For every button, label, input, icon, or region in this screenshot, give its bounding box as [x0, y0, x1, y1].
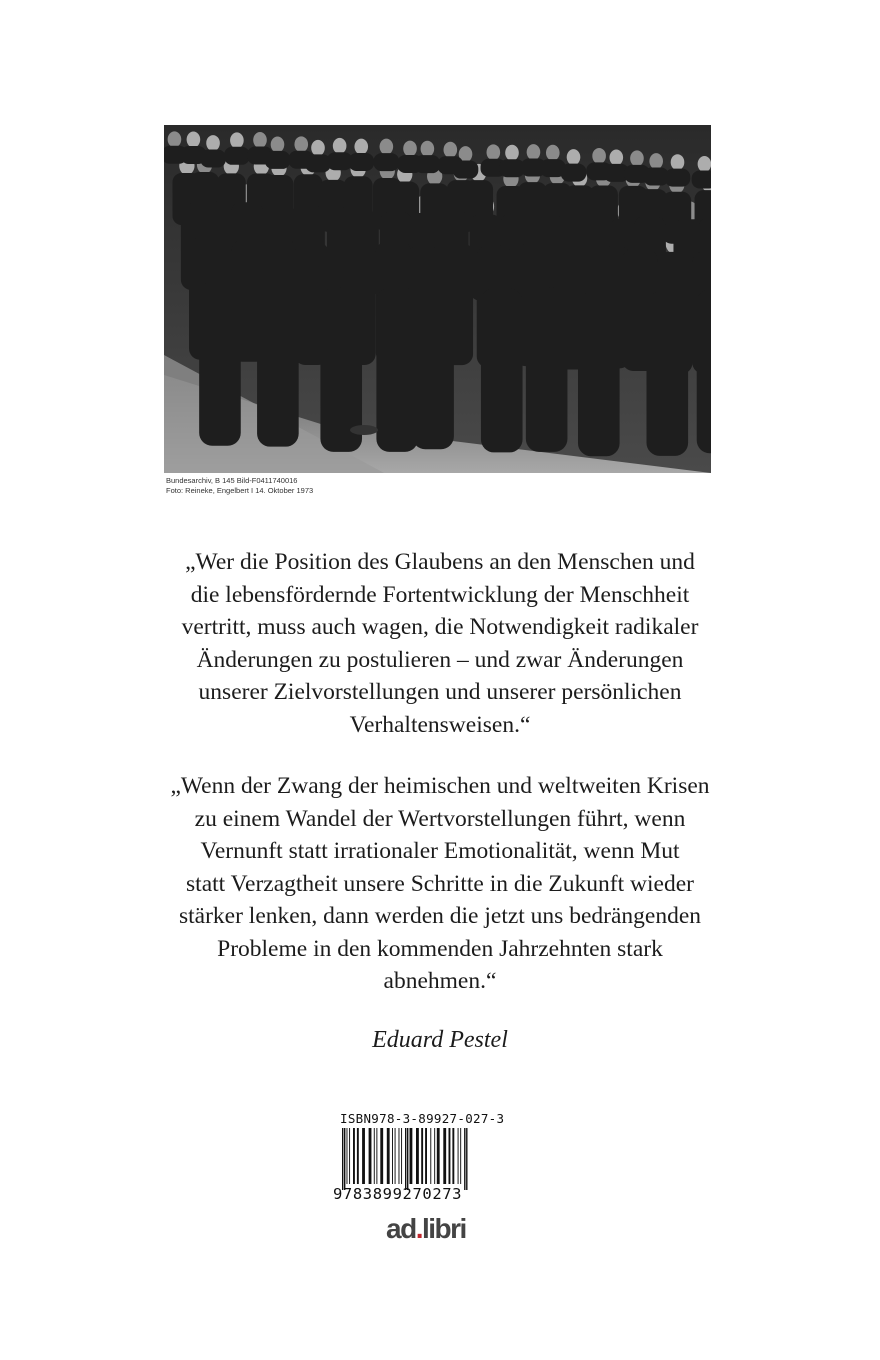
audience-member-head: [609, 150, 623, 166]
barcode-bar: [437, 1128, 440, 1184]
isbn-label: ISBN978-3-89927-027-3: [340, 1111, 505, 1126]
audience-member-body: [200, 149, 226, 167]
barcode-bar: [410, 1128, 413, 1184]
audience-member-head: [187, 132, 201, 148]
barcode-bar: [434, 1128, 435, 1184]
publisher-logo: [386, 1214, 496, 1244]
audience-member-body: [374, 153, 400, 171]
audience-member-body: [526, 288, 568, 452]
publisher-logo-part2: libri: [421, 1213, 466, 1244]
audience-member-body: [265, 151, 291, 169]
audience-member-head: [380, 139, 394, 155]
audience-member-head: [333, 138, 347, 154]
barcode-bar: [380, 1128, 383, 1184]
audience-member-head: [698, 156, 711, 172]
barcode-bar: [374, 1128, 375, 1184]
audience-member-body: [348, 153, 374, 171]
audience-member-body: [415, 155, 441, 173]
audience-member-head: [546, 145, 560, 161]
audience-member-body: [224, 147, 250, 165]
barcode-digits: 9783899270273: [333, 1185, 463, 1203]
audience-photo-illustration: [164, 125, 711, 473]
quote-line: die lebensfördernde Fortentwicklung der Menschheit: [190, 581, 690, 608]
audience-member-body: [578, 292, 620, 456]
barcode-guard-bar: [405, 1128, 406, 1190]
audience-member-head: [527, 144, 541, 160]
audience-member-head: [206, 135, 220, 151]
barcode-guard-bar: [342, 1128, 343, 1190]
barcode-bar: [369, 1128, 372, 1184]
barcode-bar: [387, 1128, 390, 1184]
barcode-guard-bar: [464, 1128, 465, 1190]
audience-member-body: [665, 169, 691, 187]
barcode-bar: [452, 1128, 454, 1184]
quote-2: [140, 770, 740, 998]
quote-line: Probleme in den kommenden Jahrzehnten stark: [217, 935, 663, 962]
audience-member-body: [453, 161, 479, 179]
barcode-bar: [416, 1128, 419, 1184]
audience-member-body: [692, 170, 711, 188]
audience-member-body: [697, 289, 711, 453]
barcode-bar: [399, 1128, 400, 1184]
barcode-bar: [357, 1128, 359, 1184]
barcode-bar: [362, 1128, 365, 1184]
barcode-bar: [347, 1128, 348, 1184]
quote-line: Änderungen zu postulieren – und zwar Änderungen: [196, 646, 684, 673]
quote-line: stärker lenken, dann werden die jetzt uns bedrängenden: [178, 903, 701, 929]
audience-member-head: [253, 132, 267, 148]
quote-line: abnehmen.“: [383, 968, 497, 994]
audience-member-head: [421, 141, 435, 157]
audience-member-body: [376, 288, 418, 452]
audience-member-head: [671, 154, 685, 170]
photo-credit: [166, 476, 566, 496]
quote-author: Eduard Pestel: [372, 1027, 508, 1053]
audience-member-body: [257, 283, 299, 447]
barcode-bar: [425, 1128, 427, 1184]
audience-member-head: [592, 148, 606, 164]
barcode-bar: [430, 1128, 431, 1184]
quote-line: „Wenn der Zwang der heimischen und weltweiten Krisen: [170, 773, 710, 799]
audience-member-head: [403, 141, 417, 157]
quote-line: statt Verzagtheit unsere Schritte in die Zukunft wieder: [186, 870, 694, 897]
audience-member-head: [444, 142, 458, 158]
barcode-bar: [376, 1128, 377, 1184]
photo-credit-photographer: Foto: Reineke, Engelbert I 14. Oktober 1973: [166, 486, 314, 495]
audience-member-head: [505, 145, 519, 161]
audience-member-body: [561, 164, 587, 182]
barcode-bar: [395, 1128, 396, 1184]
barcode-bar: [353, 1128, 355, 1184]
audience-member-body: [412, 285, 454, 449]
audience-member-head: [649, 153, 663, 169]
barcode-bar: [392, 1128, 393, 1184]
quote-1: [140, 546, 740, 741]
quote-line: zu einem Wandel der Wertvorstellungen führt, wenn: [194, 805, 686, 832]
quote-line: Verhaltensweisen.“: [349, 711, 531, 738]
barcode-bar: [449, 1128, 451, 1184]
photo-credit-archive: Bundesarchiv, B 145 Bild-F0411740016: [166, 476, 298, 485]
audience-member-head: [311, 140, 325, 156]
audience-member-body: [646, 292, 688, 456]
audience-member-head: [487, 144, 501, 160]
barcode-bar: [349, 1128, 350, 1184]
audience-member-head: [230, 132, 244, 148]
barcode-bar: [443, 1128, 446, 1184]
barcode-bar: [401, 1128, 402, 1184]
audience-member-head: [354, 139, 368, 155]
barcode-bar: [458, 1128, 459, 1184]
barcode-guard-bar: [466, 1128, 467, 1190]
quote-line: vertritt, muss auch wagen, die Notwendigkeit radikaler: [181, 614, 699, 640]
barcode-guard-bar: [344, 1128, 345, 1190]
audience-photo: [164, 125, 711, 473]
audience-member-head: [294, 136, 308, 152]
quote-line: „Wer die Position des Glaubens an den Menschen und: [185, 549, 695, 575]
audience-member-body: [199, 282, 241, 446]
barcode-bar: [460, 1128, 461, 1184]
audience-member-head: [271, 137, 285, 153]
audience-member-head: [168, 131, 182, 147]
audience-member-body: [481, 288, 523, 452]
publisher-logo-dot: .: [415, 1213, 422, 1244]
audience-member-head: [567, 149, 581, 165]
quote-line: unserer Zielvorstellungen und unserer persönlichen: [198, 679, 682, 705]
audience-member-head: [630, 150, 644, 166]
barcode-guard-bar: [407, 1128, 408, 1190]
publisher-logo-part1: ad: [386, 1213, 416, 1244]
quote-line: Vernunft statt irrationaler Emotionalität, wenn Mut: [200, 838, 680, 864]
barcode-bar: [421, 1128, 423, 1184]
